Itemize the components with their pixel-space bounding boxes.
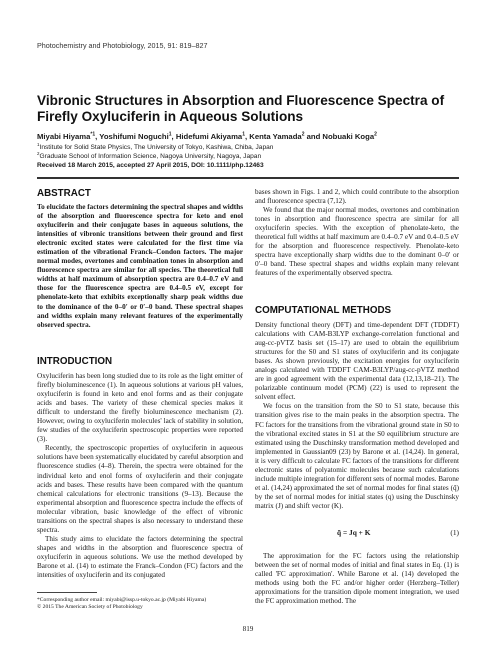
affiliation: $^1$Institute for Solid State Physics, The University of Tokyo, Kashiwa, Chiba, Japan: [37, 142, 274, 152]
page-number: 819: [242, 625, 254, 633]
author-list: [37, 129, 467, 142]
author: Nobuaki Koga$^2$: [322, 131, 377, 141]
abstract-heading: ABSTRACT: [37, 188, 91, 199]
author: Kenta Yamada$^2$ and: [249, 131, 323, 141]
paragraph: Density functional theory (DFT) and time-dependent DFT (TDDFT) calculations with CAM-B3LYP exchange-correlation functional and aug-cc-pVTZ basis set (15–17) are used to obtain the equilibrium structures for the S0 and S1 states of oxyluciferin and its conjugate bases. As shown previously, the excitation energies for oxyluciferin analogs calculated with TDDFT CAM-B3LYP/aug-cc-pVTZ method are in good agreement with the experimental data (12,13,18–21). The polarizable continuum model (PCM) (22) is used to represent the solvent effect.: [255, 321, 459, 402]
copyright-note: © 2015 The American Society of Photobiology: [37, 604, 143, 610]
journal-citation: Photochemistry and Photobiology, 2015, 91: 819–827: [37, 41, 208, 50]
author: Miyabi Hiyama$^{*1}$,: [37, 131, 100, 141]
affiliation: $^2$Graduate School of Information Science, Nagoya University, Nagoya, Japan: [37, 151, 262, 161]
paragraph: We focus on the transition from the S0 to S1 state, because this transition gives rise to the main peaks in the absorption spectra. The FC factors for the transitions from the vibrational ground state in S0 to the vibrational excited states in S1 at the S0 equilibrium structure are estimated using the Duschinsky transformation method developed and implemented in Gaussian09 (23) by Barone et al. (14,24). In general, it is very difficult to calculate FC factors of the transitions for different electronic states of polyatomic molecules because such calculations include multiple integration for different sets of normal modes. Barone et al. (14,24) approximated the set of normal modes for final states (q̃) by the set of normal modes for initial states (q) using the Duschinsky matrix (J) and shift vector (K).: [255, 402, 459, 510]
paragraph: Oxyluciferin has been long studied due to its role as the light emitter of firefly bioluminescence (1). In aqueous solutions at various pH values, oxyluciferin is found in keto and enol forms and as their conjugate acids and bases. The variety of these chemical species makes it difficult to understand the firefly bioluminescence mechanism (2). However, owing to oxyluciferin molecules' lack of stability in solution, few studies of the oxyluciferin spectroscopic properties were reported (3).: [37, 372, 243, 444]
equation-1: [255, 528, 459, 540]
methods-heading: COMPUTATIONAL METHODS: [255, 305, 392, 316]
equation-number: (1): [450, 528, 459, 537]
equation-expression: q̃ = Jq + K: [337, 528, 371, 537]
intro-continued-text: [255, 188, 459, 278]
abstract-text: To elucidate the factors determining the spectral shapes and widths of the absorption and fluorescence spectra for keto and enol oxyluciferin and their conjugate bases in aqueous solutions, the intensities of vibronic transitions between their ground and first electronic excited states were calculated for the first time via estimation of the vibrational Franck–Condon factors. The major normal modes, overtones and combination tones in absorption and fluorescence spectra are similar for all species. The theoretical full widths at half maximum of absorption spectra are 0.4–0.7 eV and those for the fluorescence spectra are 0.4–0.5 eV, except for phenolate-keto that exhibits exceptionally sharp peak widths due to the dominance of the 0–0′ or 0′–0 band. These spectral shapes and widths explain many relevant features of the experimentally observed spectra.: [37, 203, 243, 329]
footnote-divider: [37, 592, 97, 593]
introduction-heading: INTRODUCTION: [37, 356, 113, 367]
paragraph: The approximation for the FC factors using the relationship between the set of normal modes of initial and final states in Eq. (1) is called 'FC approximation'. While Barone et al. (14) developed the methods using both the FC and/or higher order (Herzberg–Teller) approximations for the transition dipole moment integration, we used the FC approximation method. The: [255, 552, 459, 606]
paragraph: bases shown in Figs. 1 and 2, which could contribute to the absorption and fluorescence spectra (7,12).: [255, 188, 459, 206]
paragraph: This study aims to elucidate the factors determining the spectral shapes and widths in the absorption and fluorescence spectra of oxyluciferin in aqueous solutions. We use the method developed by Barone et al. (14) to estimate the Franck–Condon (FC) factors and the intensities of oxyluciferin and its conjugated: [37, 534, 243, 580]
header-divider: [37, 177, 459, 179]
article-title: Vibronic Structures in Absorption and Fluorescence Spectra of Firefly Oxyluciferin in Aqueous Solutions: [37, 93, 445, 124]
author: Yoshifumi Noguchi$^1$,: [99, 131, 176, 141]
introduction-text: [37, 372, 243, 580]
author: Hidefumi Akiyama$^1$,: [175, 131, 250, 141]
received-dates: Received 18 March 2015, accepted 27 April 2015, DOI: 10.1111/php.12463: [37, 162, 264, 169]
corresponding-author-note: *Corresponding author email: miyabi@issp.u-tokyo.ac.jp (Miyabi Hiyama): [37, 597, 207, 603]
methods-continued-text: [255, 552, 459, 606]
methods-text: [255, 321, 459, 511]
paragraph: Recently, the spectroscopic properties of oxyluciferin in aqueous solutions have been systematically elucidated by careful absorption and fluorescence studies (4–8). Therein, the spectra were obtained for the individual keto and enol forms of oxyluciferin and their conjugate acids and bases. These results have been compared with the quantum chemical calculations for electronic transitions (9–13). Because the experimental absorption and fluorescence spectra include the effects of molecular vibration, basic knowledge of the effect of vibronic transitions on the spectral shapes is also necessary to understand these spectra.: [37, 444, 243, 534]
paragraph: We found that the major normal modes, overtones and combination tones in absorption and fluorescence spectra are similar for all oxyluciferin species. With the exception of phenolate-keto, the theoretical full widths at half maximum are 0.4–0.7 eV and 0.4–0.5 eV for the absorption and fluorescence respectively. Phenolate-keto spectra have exceptionally sharp widths due to the dominant 0–0′ or 0′–0 band. These spectral shapes and widths explain many relevant features of the experimentally observed spectra.: [255, 206, 459, 278]
